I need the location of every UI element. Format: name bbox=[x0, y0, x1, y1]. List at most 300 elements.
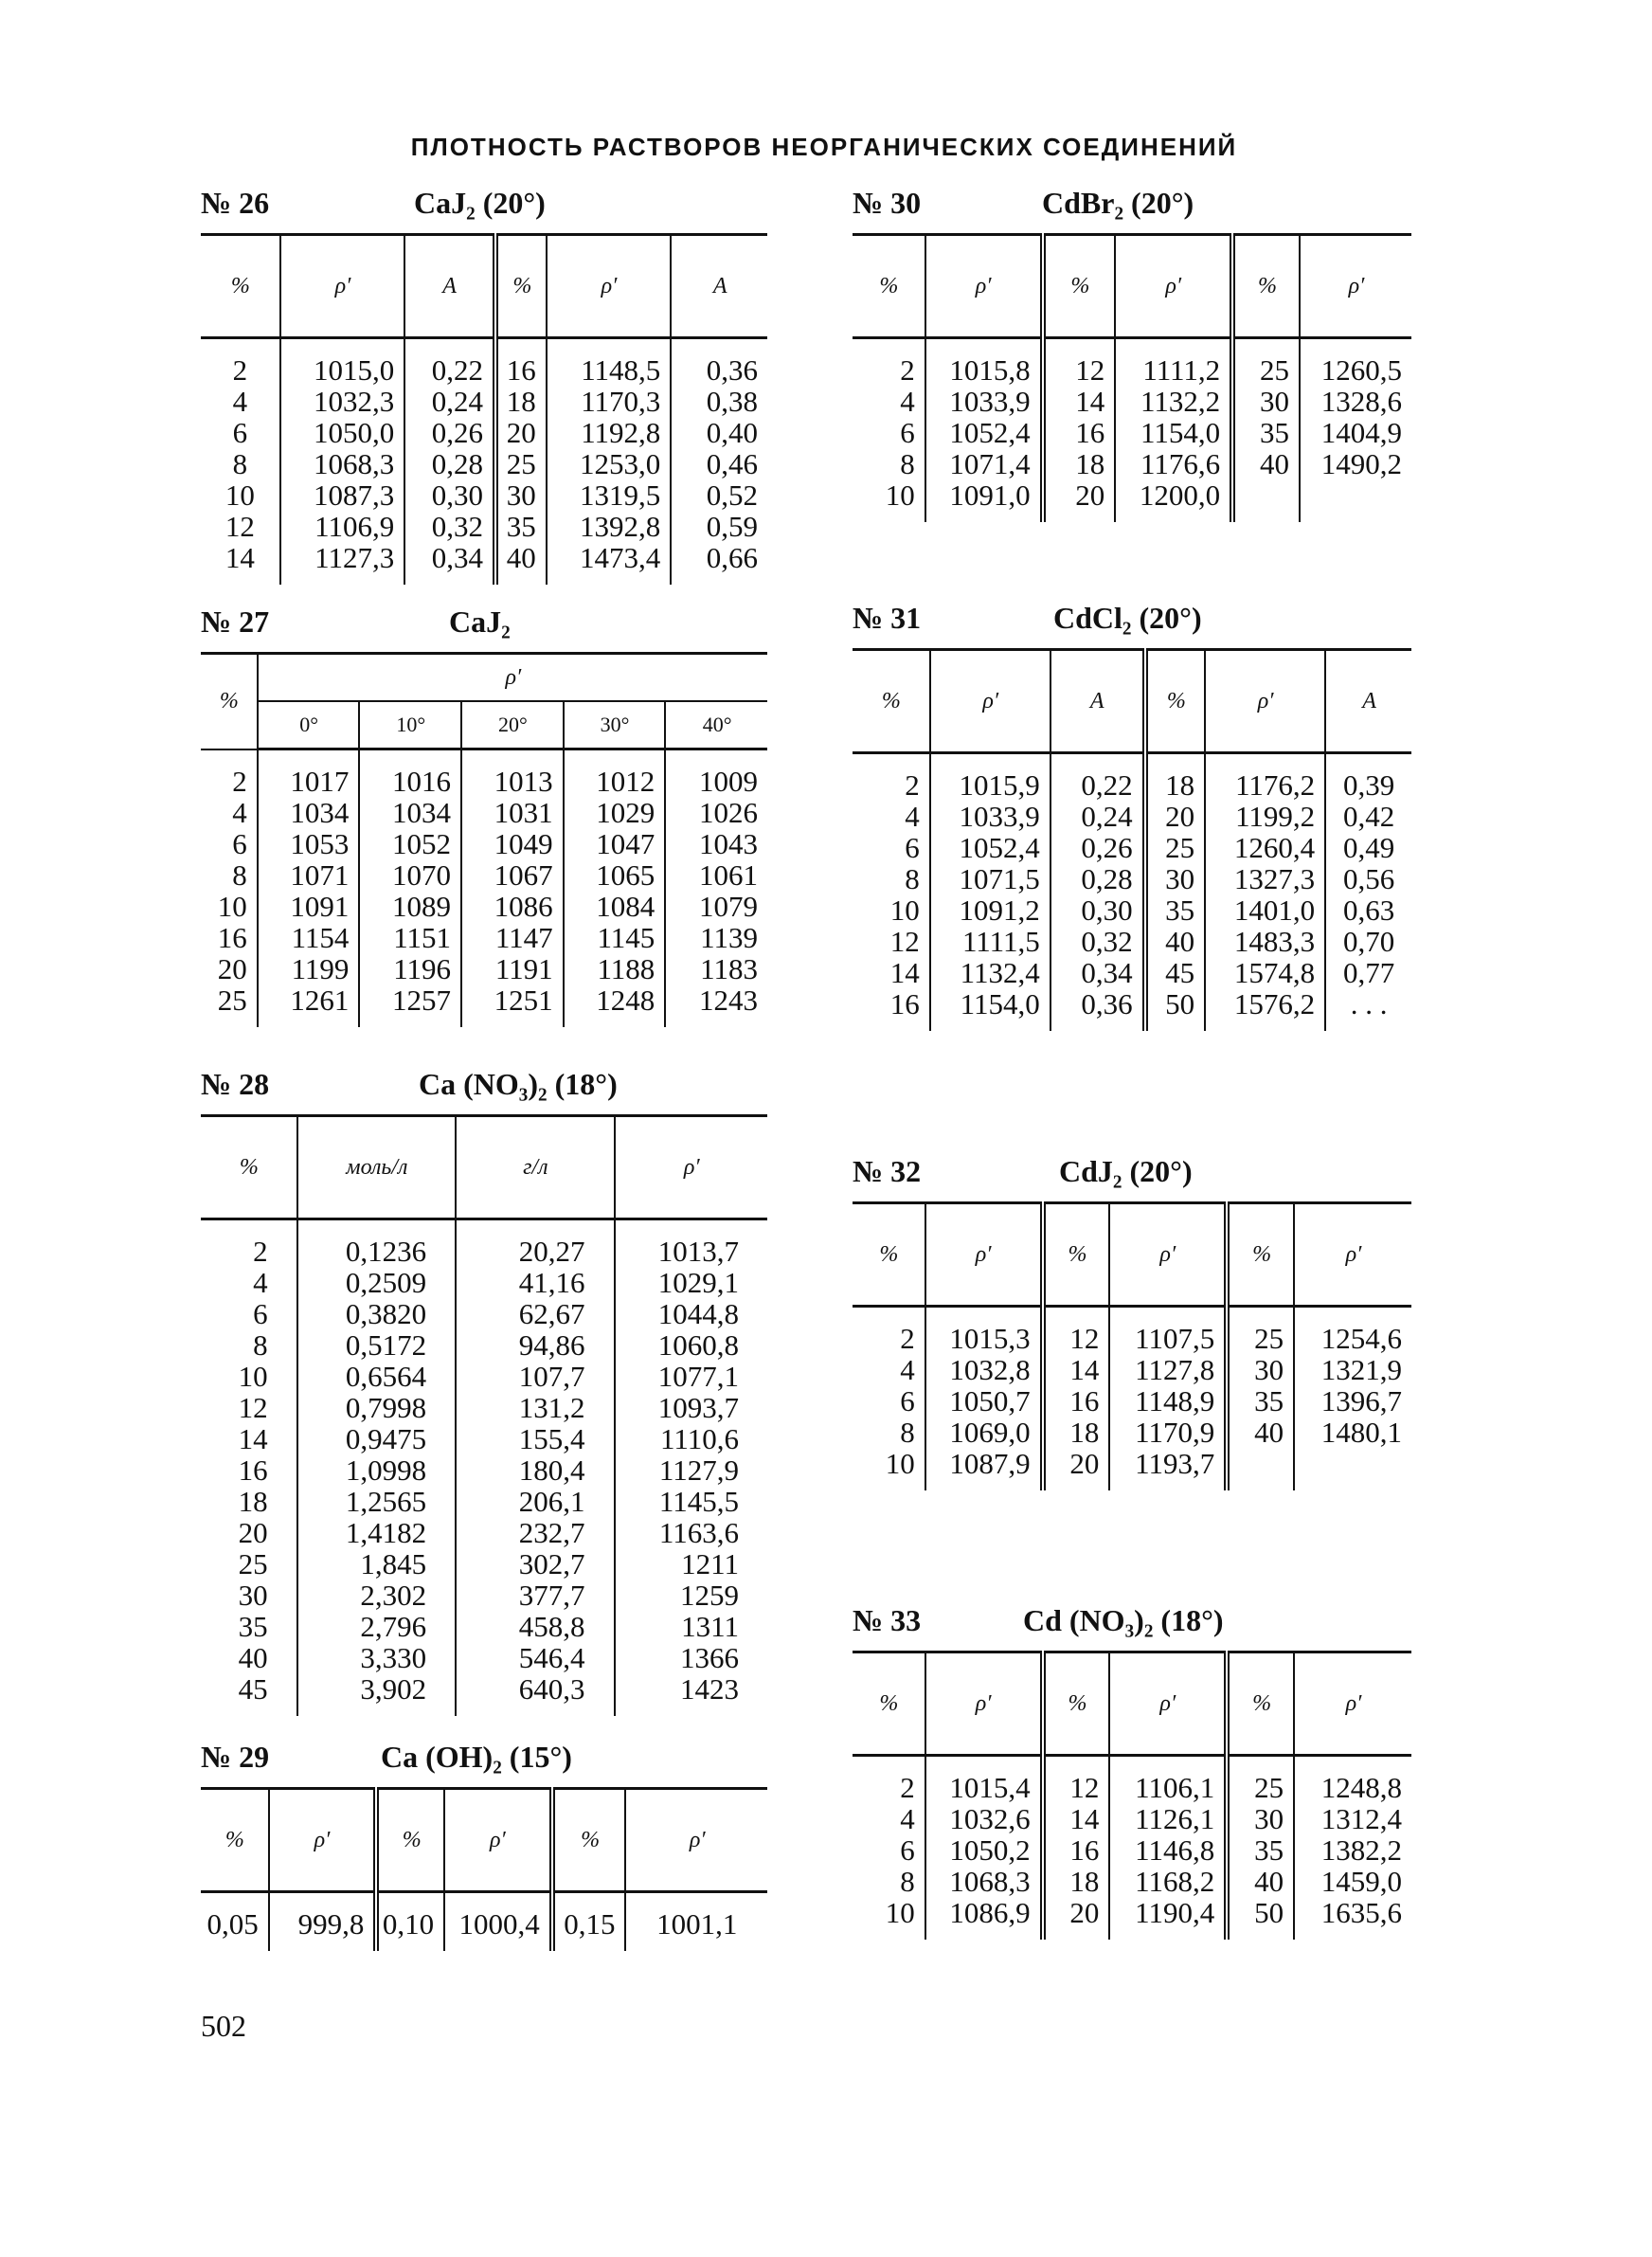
table-cell: 6 bbox=[900, 1833, 915, 1867]
table-cell: 1052 bbox=[359, 828, 461, 859]
table-cell: 1423 bbox=[615, 1673, 767, 1716]
table-cell: 0,15 bbox=[552, 1892, 626, 1952]
table-cell: 40 bbox=[1232, 448, 1300, 479]
table-cell: 1635,6 bbox=[1294, 1897, 1411, 1940]
table-cell: 1151 bbox=[359, 922, 461, 953]
header-cell: моль/л bbox=[297, 1116, 456, 1219]
table-cell: 2 bbox=[905, 768, 920, 802]
table-row bbox=[853, 448, 1411, 479]
table-cell: 12 bbox=[1043, 1756, 1110, 1804]
table-cell: 18 bbox=[1043, 448, 1116, 479]
table-cell: 1576,2 bbox=[1205, 988, 1325, 1031]
table-number: № 27 bbox=[201, 605, 270, 639]
table-cell: 94,86 bbox=[456, 1329, 614, 1361]
table-cell: 1148,9 bbox=[1109, 1385, 1227, 1417]
table-cell: 1034 bbox=[258, 797, 360, 828]
table-cell: 1071 bbox=[258, 859, 360, 891]
header-cell: % bbox=[853, 235, 925, 338]
table-cell: 0,26 bbox=[404, 417, 495, 448]
table-cell: 1,0998 bbox=[297, 1454, 456, 1486]
table-row bbox=[853, 1834, 1411, 1866]
table-cell: 1248,8 bbox=[1294, 1756, 1411, 1804]
table-cell: 546,4 bbox=[456, 1642, 614, 1673]
table-row bbox=[853, 753, 1411, 802]
header-cell: A bbox=[1325, 650, 1411, 753]
table-cell: 14 bbox=[1043, 1803, 1110, 1834]
header-cell: ρ′ bbox=[1300, 235, 1411, 338]
table-cell: 20 bbox=[238, 1516, 268, 1549]
table-cell: 6 bbox=[253, 1297, 268, 1330]
table-cell: 1091,2 bbox=[930, 894, 1050, 926]
table-cell: 12 bbox=[889, 925, 920, 958]
table-cell: 1163,6 bbox=[615, 1517, 767, 1548]
table-cell: 20 bbox=[217, 952, 247, 985]
header-cell: г/л bbox=[456, 1116, 614, 1219]
table-block-32 bbox=[853, 1148, 1411, 1490]
table-block-31 bbox=[853, 595, 1411, 1031]
table-row bbox=[201, 797, 767, 828]
temperature-header: 20° bbox=[461, 701, 564, 749]
table-cell: 30 bbox=[1227, 1354, 1294, 1385]
table-cell: 1139 bbox=[665, 922, 767, 953]
table-cell: 1086,9 bbox=[925, 1897, 1043, 1940]
header-cell: ρ′ bbox=[258, 654, 767, 702]
table-cell: 0,22 bbox=[404, 338, 495, 387]
table-cell: 14 bbox=[238, 1422, 268, 1455]
table-row bbox=[201, 828, 767, 859]
table-cell: 1091 bbox=[258, 891, 360, 922]
table-cell: 40 bbox=[238, 1641, 268, 1674]
table-cell: 1396,7 bbox=[1294, 1385, 1411, 1417]
table-cell: 25 bbox=[1227, 1307, 1294, 1355]
table-cell: 1071,5 bbox=[930, 863, 1050, 894]
table-cell: 1126,1 bbox=[1109, 1803, 1227, 1834]
table-cell: 1154 bbox=[258, 922, 360, 953]
table-cell: 40 bbox=[1227, 1866, 1294, 1897]
table-number: № 32 bbox=[853, 1154, 922, 1188]
data-table bbox=[201, 233, 767, 585]
table-cell: 107,7 bbox=[456, 1361, 614, 1392]
table-cell: 1001,1 bbox=[625, 1892, 767, 1952]
table-cell: 1044,8 bbox=[615, 1298, 767, 1329]
table-formula: CdJ₂ (20°) bbox=[1059, 1154, 1193, 1188]
table-number: № 31 bbox=[853, 601, 922, 635]
table-row bbox=[201, 386, 767, 417]
header-cell: ρ′ bbox=[925, 235, 1043, 338]
table-cell: 1170,3 bbox=[547, 386, 672, 417]
table-cell: 1132,2 bbox=[1115, 386, 1232, 417]
table-cell: 12 bbox=[1043, 338, 1116, 387]
table-cell: 0,42 bbox=[1325, 801, 1411, 832]
table-cell: 1145 bbox=[564, 922, 666, 953]
table-cell: 1071,4 bbox=[925, 448, 1043, 479]
header-cell: % bbox=[1232, 235, 1300, 338]
table-cell: 10 bbox=[889, 894, 920, 927]
table-cell: 1000,4 bbox=[444, 1892, 552, 1952]
table-cell: 0,7998 bbox=[297, 1392, 456, 1423]
table-row bbox=[853, 417, 1411, 448]
table-cell: 1366 bbox=[615, 1642, 767, 1673]
table-cell: 25 bbox=[238, 1547, 268, 1580]
header-cell: ρ′ bbox=[1205, 650, 1325, 753]
header-cell: ρ′ bbox=[1115, 235, 1232, 338]
table-cell: 0,30 bbox=[1050, 894, 1145, 926]
table-cell: 20 bbox=[495, 417, 547, 448]
table-row bbox=[201, 1517, 767, 1548]
table-row bbox=[201, 1892, 767, 1952]
table-cell: 25 bbox=[1145, 832, 1206, 863]
table-cell: . . . bbox=[1325, 988, 1411, 1031]
table-cell: 25 bbox=[217, 984, 247, 1017]
table-cell: 1050,2 bbox=[925, 1834, 1043, 1866]
table-cell: 18 bbox=[1043, 1417, 1110, 1448]
table-row bbox=[853, 1803, 1411, 1834]
table-cell: 8 bbox=[900, 447, 915, 480]
table-cell: 1050,7 bbox=[925, 1385, 1043, 1417]
table-cell: 1211 bbox=[615, 1548, 767, 1580]
table-cell: 0,24 bbox=[1050, 801, 1145, 832]
table-cell: 1,845 bbox=[297, 1548, 456, 1580]
table-formula: CdBr₂ (20°) bbox=[1042, 186, 1194, 220]
table-cell: 6 bbox=[232, 827, 247, 860]
page-header: ПЛОТНОСТЬ РАСТВОРОВ НЕОРГАНИЧЕСКИХ СОЕДИНЕНИЙ bbox=[410, 133, 1238, 161]
table-cell: 1404,9 bbox=[1300, 417, 1411, 448]
table-cell: 25 bbox=[1227, 1756, 1294, 1804]
table-row bbox=[201, 1423, 767, 1454]
table-cell: 18 bbox=[1145, 753, 1206, 802]
header-cell: % bbox=[495, 235, 547, 338]
table-cell: 1032,6 bbox=[925, 1803, 1043, 1834]
table-cell: 1188 bbox=[564, 953, 666, 984]
table-cell: 2,302 bbox=[297, 1580, 456, 1611]
table-cell: 1483,3 bbox=[1205, 926, 1325, 957]
table-cell: 12 bbox=[224, 510, 255, 543]
table-cell: 0,36 bbox=[1050, 988, 1145, 1031]
table-cell: 10 bbox=[224, 478, 255, 512]
table-cell: 1093,7 bbox=[615, 1392, 767, 1423]
header-cell: ρ′ bbox=[1294, 1652, 1411, 1756]
table-cell: 10 bbox=[885, 1896, 915, 1929]
table-cell: 1257 bbox=[359, 984, 461, 1027]
table-cell: 1050,0 bbox=[280, 417, 405, 448]
table-block-30 bbox=[853, 180, 1411, 522]
header-cell: A bbox=[671, 235, 767, 338]
table-row bbox=[201, 479, 767, 511]
header-cell: ρ′ bbox=[1109, 1652, 1227, 1756]
header-cell: % bbox=[1227, 1203, 1294, 1307]
table-cell: 1200,0 bbox=[1115, 479, 1232, 522]
table-cell: 18 bbox=[495, 386, 547, 417]
data-table bbox=[853, 1201, 1411, 1490]
table-cell: 1034 bbox=[359, 797, 461, 828]
table-cell bbox=[1294, 1448, 1411, 1490]
table-cell: 1480,1 bbox=[1294, 1417, 1411, 1448]
table-cell: 8 bbox=[232, 447, 248, 480]
table-row bbox=[853, 1866, 1411, 1897]
table-cell: 232,7 bbox=[456, 1517, 614, 1548]
table-cell: 1017 bbox=[258, 749, 360, 798]
table-row bbox=[201, 953, 767, 984]
table-cell: 1029,1 bbox=[615, 1267, 767, 1298]
header-cell: ρ′ bbox=[930, 650, 1050, 753]
data-table bbox=[853, 648, 1411, 1031]
table-number: № 28 bbox=[201, 1067, 270, 1101]
table-cell: 8 bbox=[232, 858, 247, 892]
table-cell: 45 bbox=[1145, 957, 1206, 988]
table-cell: 1154,0 bbox=[930, 988, 1050, 1031]
table-cell: 1043 bbox=[665, 828, 767, 859]
temperature-header: 10° bbox=[359, 701, 461, 749]
table-cell: 1009 bbox=[665, 749, 767, 798]
table-cell: 1086 bbox=[461, 891, 564, 922]
table-row bbox=[201, 1219, 767, 1268]
table-cell: 640,3 bbox=[456, 1673, 614, 1716]
table-formula: CaJ₂ bbox=[449, 605, 511, 639]
table-cell: 30 bbox=[238, 1579, 268, 1612]
data-table bbox=[201, 1114, 767, 1716]
table-formula: CaJ₂ (20°) bbox=[414, 186, 546, 220]
table-row bbox=[201, 1673, 767, 1716]
table-cell: 1251 bbox=[461, 984, 564, 1027]
table-cell: 1459,0 bbox=[1294, 1866, 1411, 1897]
table-cell: 16 bbox=[889, 987, 920, 1020]
table-cell: 35 bbox=[495, 511, 547, 542]
table-cell: 1052,4 bbox=[930, 832, 1050, 863]
table-row bbox=[201, 448, 767, 479]
table-cell: 1069,0 bbox=[925, 1417, 1043, 1448]
table-cell: 2 bbox=[232, 353, 248, 387]
table-row bbox=[201, 1267, 767, 1298]
table-cell: 1574,8 bbox=[1205, 957, 1325, 988]
table-cell: 4 bbox=[905, 800, 920, 833]
table-cell: 10 bbox=[238, 1360, 268, 1393]
header-cell: ρ′ bbox=[1109, 1203, 1227, 1307]
table-cell: 0,2509 bbox=[297, 1267, 456, 1298]
table-cell: 1015,8 bbox=[925, 338, 1043, 387]
table-cell: 0,56 bbox=[1325, 863, 1411, 894]
table-row bbox=[853, 801, 1411, 832]
table-cell: 1253,0 bbox=[547, 448, 672, 479]
table-cell: 18 bbox=[1043, 1866, 1110, 1897]
table-block-26 bbox=[201, 180, 767, 585]
table-cell: 6 bbox=[232, 416, 248, 449]
table-cell: 30 bbox=[1145, 863, 1206, 894]
header-cell: % bbox=[201, 1789, 269, 1892]
table-cell: 1132,4 bbox=[930, 957, 1050, 988]
table-cell: 1147 bbox=[461, 922, 564, 953]
table-cell: 40 bbox=[1227, 1417, 1294, 1448]
table-cell: 8 bbox=[253, 1328, 268, 1362]
table-cell: 50 bbox=[1227, 1897, 1294, 1940]
table-cell: 30 bbox=[1232, 386, 1300, 417]
table-cell: 1328,6 bbox=[1300, 386, 1411, 417]
header-cell: % bbox=[1043, 235, 1116, 338]
table-cell: 40 bbox=[495, 542, 547, 585]
table-cell: 1015,0 bbox=[280, 338, 405, 387]
header-cell: % bbox=[376, 1789, 444, 1892]
table-cell: 1049 bbox=[461, 828, 564, 859]
table-row bbox=[853, 894, 1411, 926]
table-cell: 1170,9 bbox=[1109, 1417, 1227, 1448]
table-cell: 1176,6 bbox=[1115, 448, 1232, 479]
table-cell: 1060,8 bbox=[615, 1329, 767, 1361]
table-cell: 1013 bbox=[461, 749, 564, 798]
table-row bbox=[853, 479, 1411, 522]
table-cell: 1052,4 bbox=[925, 417, 1043, 448]
table-cell: 1065 bbox=[564, 859, 666, 891]
table-row bbox=[853, 863, 1411, 894]
table-cell: 1248 bbox=[564, 984, 666, 1027]
table-row bbox=[853, 832, 1411, 863]
table-cell: 14 bbox=[1043, 1354, 1110, 1385]
table-cell: 1382,2 bbox=[1294, 1834, 1411, 1866]
table-cell: 1392,8 bbox=[547, 511, 672, 542]
table-cell: 1033,9 bbox=[930, 801, 1050, 832]
table-row bbox=[201, 1642, 767, 1673]
table-cell: 12 bbox=[238, 1391, 268, 1424]
table-row bbox=[201, 417, 767, 448]
table-cell: 377,7 bbox=[456, 1580, 614, 1611]
table-row bbox=[853, 1354, 1411, 1385]
header-cell: % bbox=[853, 1652, 925, 1756]
table-cell: 1490,2 bbox=[1300, 448, 1411, 479]
table-cell: 12 bbox=[1043, 1307, 1110, 1355]
table-cell: 0,63 bbox=[1325, 894, 1411, 926]
header-cell: ρ′ bbox=[1294, 1203, 1411, 1307]
table-cell: 1199 bbox=[258, 953, 360, 984]
table-cell: 35 bbox=[1145, 894, 1206, 926]
table-cell: 40 bbox=[1145, 926, 1206, 957]
table-row bbox=[201, 1392, 767, 1423]
table-row bbox=[201, 338, 767, 387]
table-cell: 1127,9 bbox=[615, 1454, 767, 1486]
table-cell: 0,49 bbox=[1325, 832, 1411, 863]
table-cell: 45 bbox=[238, 1672, 268, 1706]
table-cell: 6 bbox=[900, 1384, 915, 1417]
table-cell: 14 bbox=[889, 956, 920, 989]
table-cell: 0,28 bbox=[1050, 863, 1145, 894]
table-formula: Ca (OH)₂ (15°) bbox=[381, 1740, 572, 1774]
table-cell: 1183 bbox=[665, 953, 767, 984]
table-cell: 1319,5 bbox=[547, 479, 672, 511]
table-row bbox=[853, 1385, 1411, 1417]
table-cell: 3,330 bbox=[297, 1642, 456, 1673]
header-cell: % bbox=[1043, 1652, 1110, 1756]
table-cell: 1053 bbox=[258, 828, 360, 859]
header-cell: ρ′ bbox=[280, 235, 405, 338]
table-cell: 35 bbox=[1227, 1834, 1294, 1866]
header-cell: % bbox=[1043, 1203, 1110, 1307]
table-cell: 8 bbox=[900, 1416, 915, 1449]
table-cell: 16 bbox=[1043, 1834, 1110, 1866]
table-row bbox=[201, 859, 767, 891]
table-cell: 1070 bbox=[359, 859, 461, 891]
header-cell: ρ′ bbox=[547, 235, 672, 338]
table-cell: 3,902 bbox=[297, 1673, 456, 1716]
table-cell: 1127,8 bbox=[1109, 1354, 1227, 1385]
table-block-27 bbox=[201, 599, 767, 1027]
table-cell: 4 bbox=[900, 385, 915, 418]
table-cell: 1084 bbox=[564, 891, 666, 922]
table-cell: 35 bbox=[1232, 417, 1300, 448]
table-row bbox=[853, 338, 1411, 387]
table-block-29 bbox=[201, 1734, 767, 1951]
table-row bbox=[201, 1486, 767, 1517]
table-cell: 1327,3 bbox=[1205, 863, 1325, 894]
table-number: № 33 bbox=[853, 1603, 922, 1637]
table-row bbox=[201, 1454, 767, 1486]
table-cell: 1106,1 bbox=[1109, 1756, 1227, 1804]
table-cell: 2 bbox=[253, 1235, 268, 1268]
table-cell: 0,26 bbox=[1050, 832, 1145, 863]
table-cell: 0,34 bbox=[1050, 957, 1145, 988]
data-table bbox=[201, 652, 767, 1027]
table-cell: 8 bbox=[900, 1865, 915, 1898]
table-cell: 1148,5 bbox=[547, 338, 672, 387]
table-row bbox=[853, 1448, 1411, 1490]
table-row bbox=[201, 1548, 767, 1580]
table-row bbox=[201, 984, 767, 1027]
table-cell: 0,52 bbox=[671, 479, 767, 511]
table-cell: 1312,4 bbox=[1294, 1803, 1411, 1834]
table-cell: 0,3820 bbox=[297, 1298, 456, 1329]
table-cell: 1032,8 bbox=[925, 1354, 1043, 1385]
table-cell: 18 bbox=[238, 1485, 268, 1518]
table-row bbox=[853, 386, 1411, 417]
table-number: № 30 bbox=[853, 186, 922, 220]
table-cell: 1089 bbox=[359, 891, 461, 922]
table-cell: 20 bbox=[1043, 479, 1116, 522]
table-cell: 0,32 bbox=[1050, 926, 1145, 957]
table-cell: 16 bbox=[1043, 1385, 1110, 1417]
table-row bbox=[201, 1361, 767, 1392]
data-table bbox=[201, 1787, 767, 1951]
table-cell: 20 bbox=[1145, 801, 1206, 832]
table-cell: 1473,4 bbox=[547, 542, 672, 585]
table-cell: 4 bbox=[900, 1353, 915, 1386]
table-cell: 6 bbox=[905, 831, 920, 864]
table-cell: 1243 bbox=[665, 984, 767, 1027]
table-cell: 1107,5 bbox=[1109, 1307, 1227, 1355]
table-cell: 1068,3 bbox=[925, 1866, 1043, 1897]
table-cell: 14 bbox=[224, 541, 255, 574]
table-cell: 10 bbox=[217, 890, 247, 923]
table-cell: 0,70 bbox=[1325, 926, 1411, 957]
table-cell: 1111,2 bbox=[1115, 338, 1232, 387]
header-cell: A bbox=[1050, 650, 1145, 753]
table-cell: 0,36 bbox=[671, 338, 767, 387]
table-cell: 1176,2 bbox=[1205, 753, 1325, 802]
table-cell: 14 bbox=[1043, 386, 1116, 417]
table-cell: 0,66 bbox=[671, 542, 767, 585]
table-cell: 1015,3 bbox=[925, 1307, 1043, 1355]
table-number: № 26 bbox=[201, 186, 270, 220]
table-cell: 1,4182 bbox=[297, 1517, 456, 1548]
table-cell: 20,27 bbox=[456, 1219, 614, 1268]
table-cell: 2,796 bbox=[297, 1611, 456, 1642]
header-cell: ρ′ bbox=[925, 1203, 1043, 1307]
table-cell: 35 bbox=[1227, 1385, 1294, 1417]
table-cell: 131,2 bbox=[456, 1392, 614, 1423]
table-cell: 1016 bbox=[359, 749, 461, 798]
header-cell: % bbox=[201, 235, 280, 338]
table-cell: 1032,3 bbox=[280, 386, 405, 417]
table-cell: 8 bbox=[905, 862, 920, 895]
table-cell: 0,40 bbox=[671, 417, 767, 448]
table-cell: 0,5172 bbox=[297, 1329, 456, 1361]
table-cell: 1146,8 bbox=[1109, 1834, 1227, 1866]
table-cell: 206,1 bbox=[456, 1486, 614, 1517]
